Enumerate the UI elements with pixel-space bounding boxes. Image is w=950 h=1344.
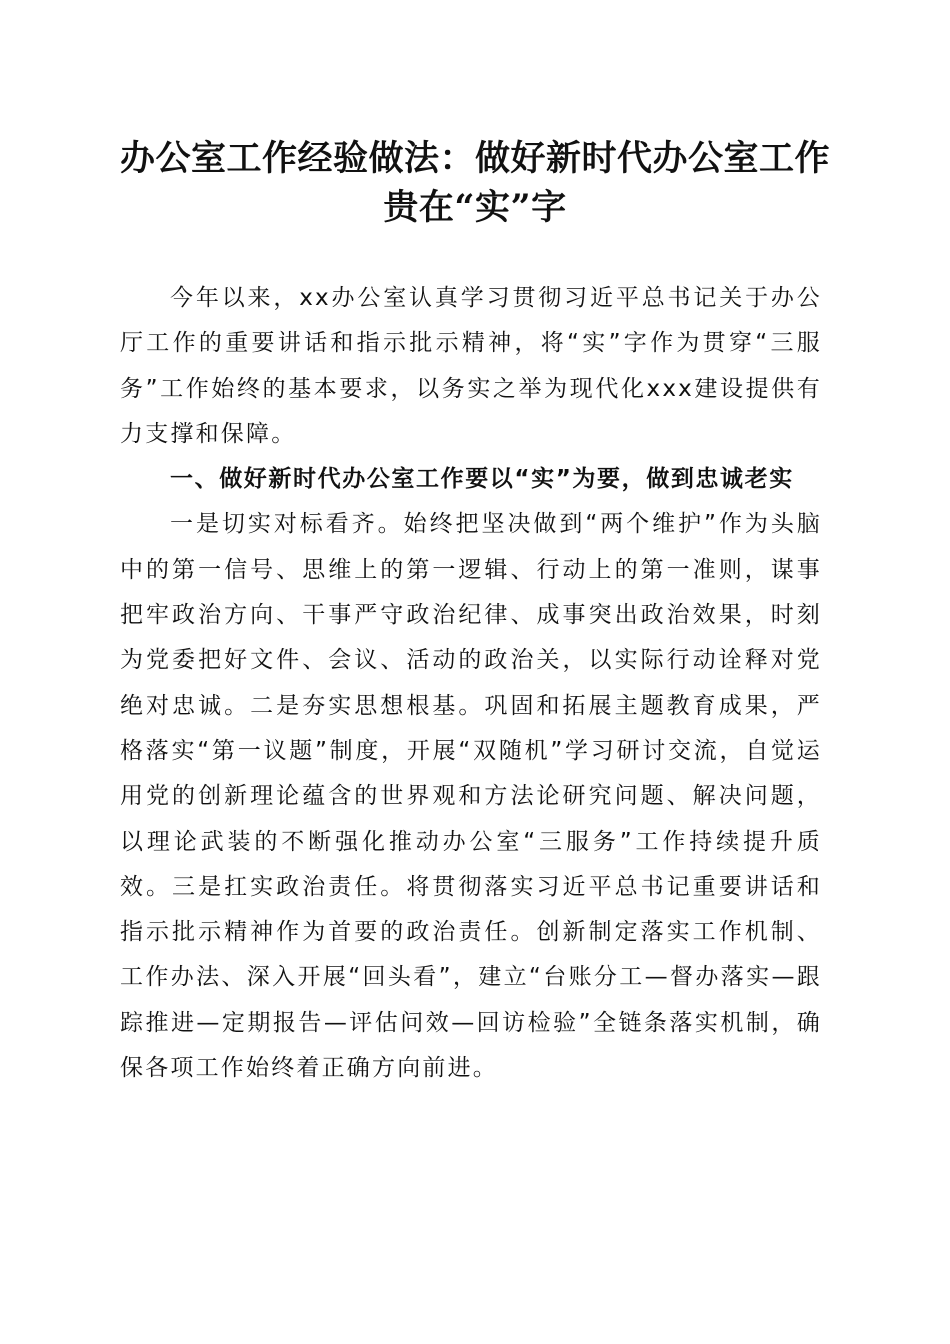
section-heading-1: 一、做好新时代办公室工作要以“实”为要，做到忠诚老实 [170,466,794,493]
title-line-2: 贵在“实”字 [383,187,567,228]
title-line-1: 办公室工作经验做法：做好新时代办公室工作 [119,138,830,179]
document-title [100,134,850,232]
document-body [120,276,822,1091]
intro-paragraph: 今年以来，xx办公室认真学习贯彻习近平总书记关于办公厅工作的重要讲话和指示批示精神，将“实”字作为贯穿“三服务”工作始终的基本要求，以务实之举为现代化xxx建设提供有力支撑和保障。 [120,285,822,447]
section-1-paragraph: 一是切实对标看齐。始终把坚决做到“两个维护”作为头脑中的第一信号、思维上的第一逻辑、行动上的第一准则，谋事把牢政治方向、干事严守政治纪律、成事突出政治效果，时刻为党委把好文件、会议、活动的政治关，以实际行动诠释对党绝对忠诚。二是夯实思想根基。巩固和拓展主题教育成果，严格落实“第一议题”制度，开展“双随机”学习研讨交流，自觉运用党的创新理论蕴含的世界观和方法论研究问题、解决问题，以理论武装的不断强化推动办公室“三服务”工作持续提升质效。三是扛实政治责任。将贯彻落实习近平总书记重要讲话和指示批示精神作为首要的政治责任。创新制定落实工作机制、工作办法、深入开展“回头看”，建立“台账分工—督办落实—跟踪推进—定期报告—评估问效—回访检验”全链条落实机制，确保各项工作始终着正确方向前进。 [120,511,822,1082]
